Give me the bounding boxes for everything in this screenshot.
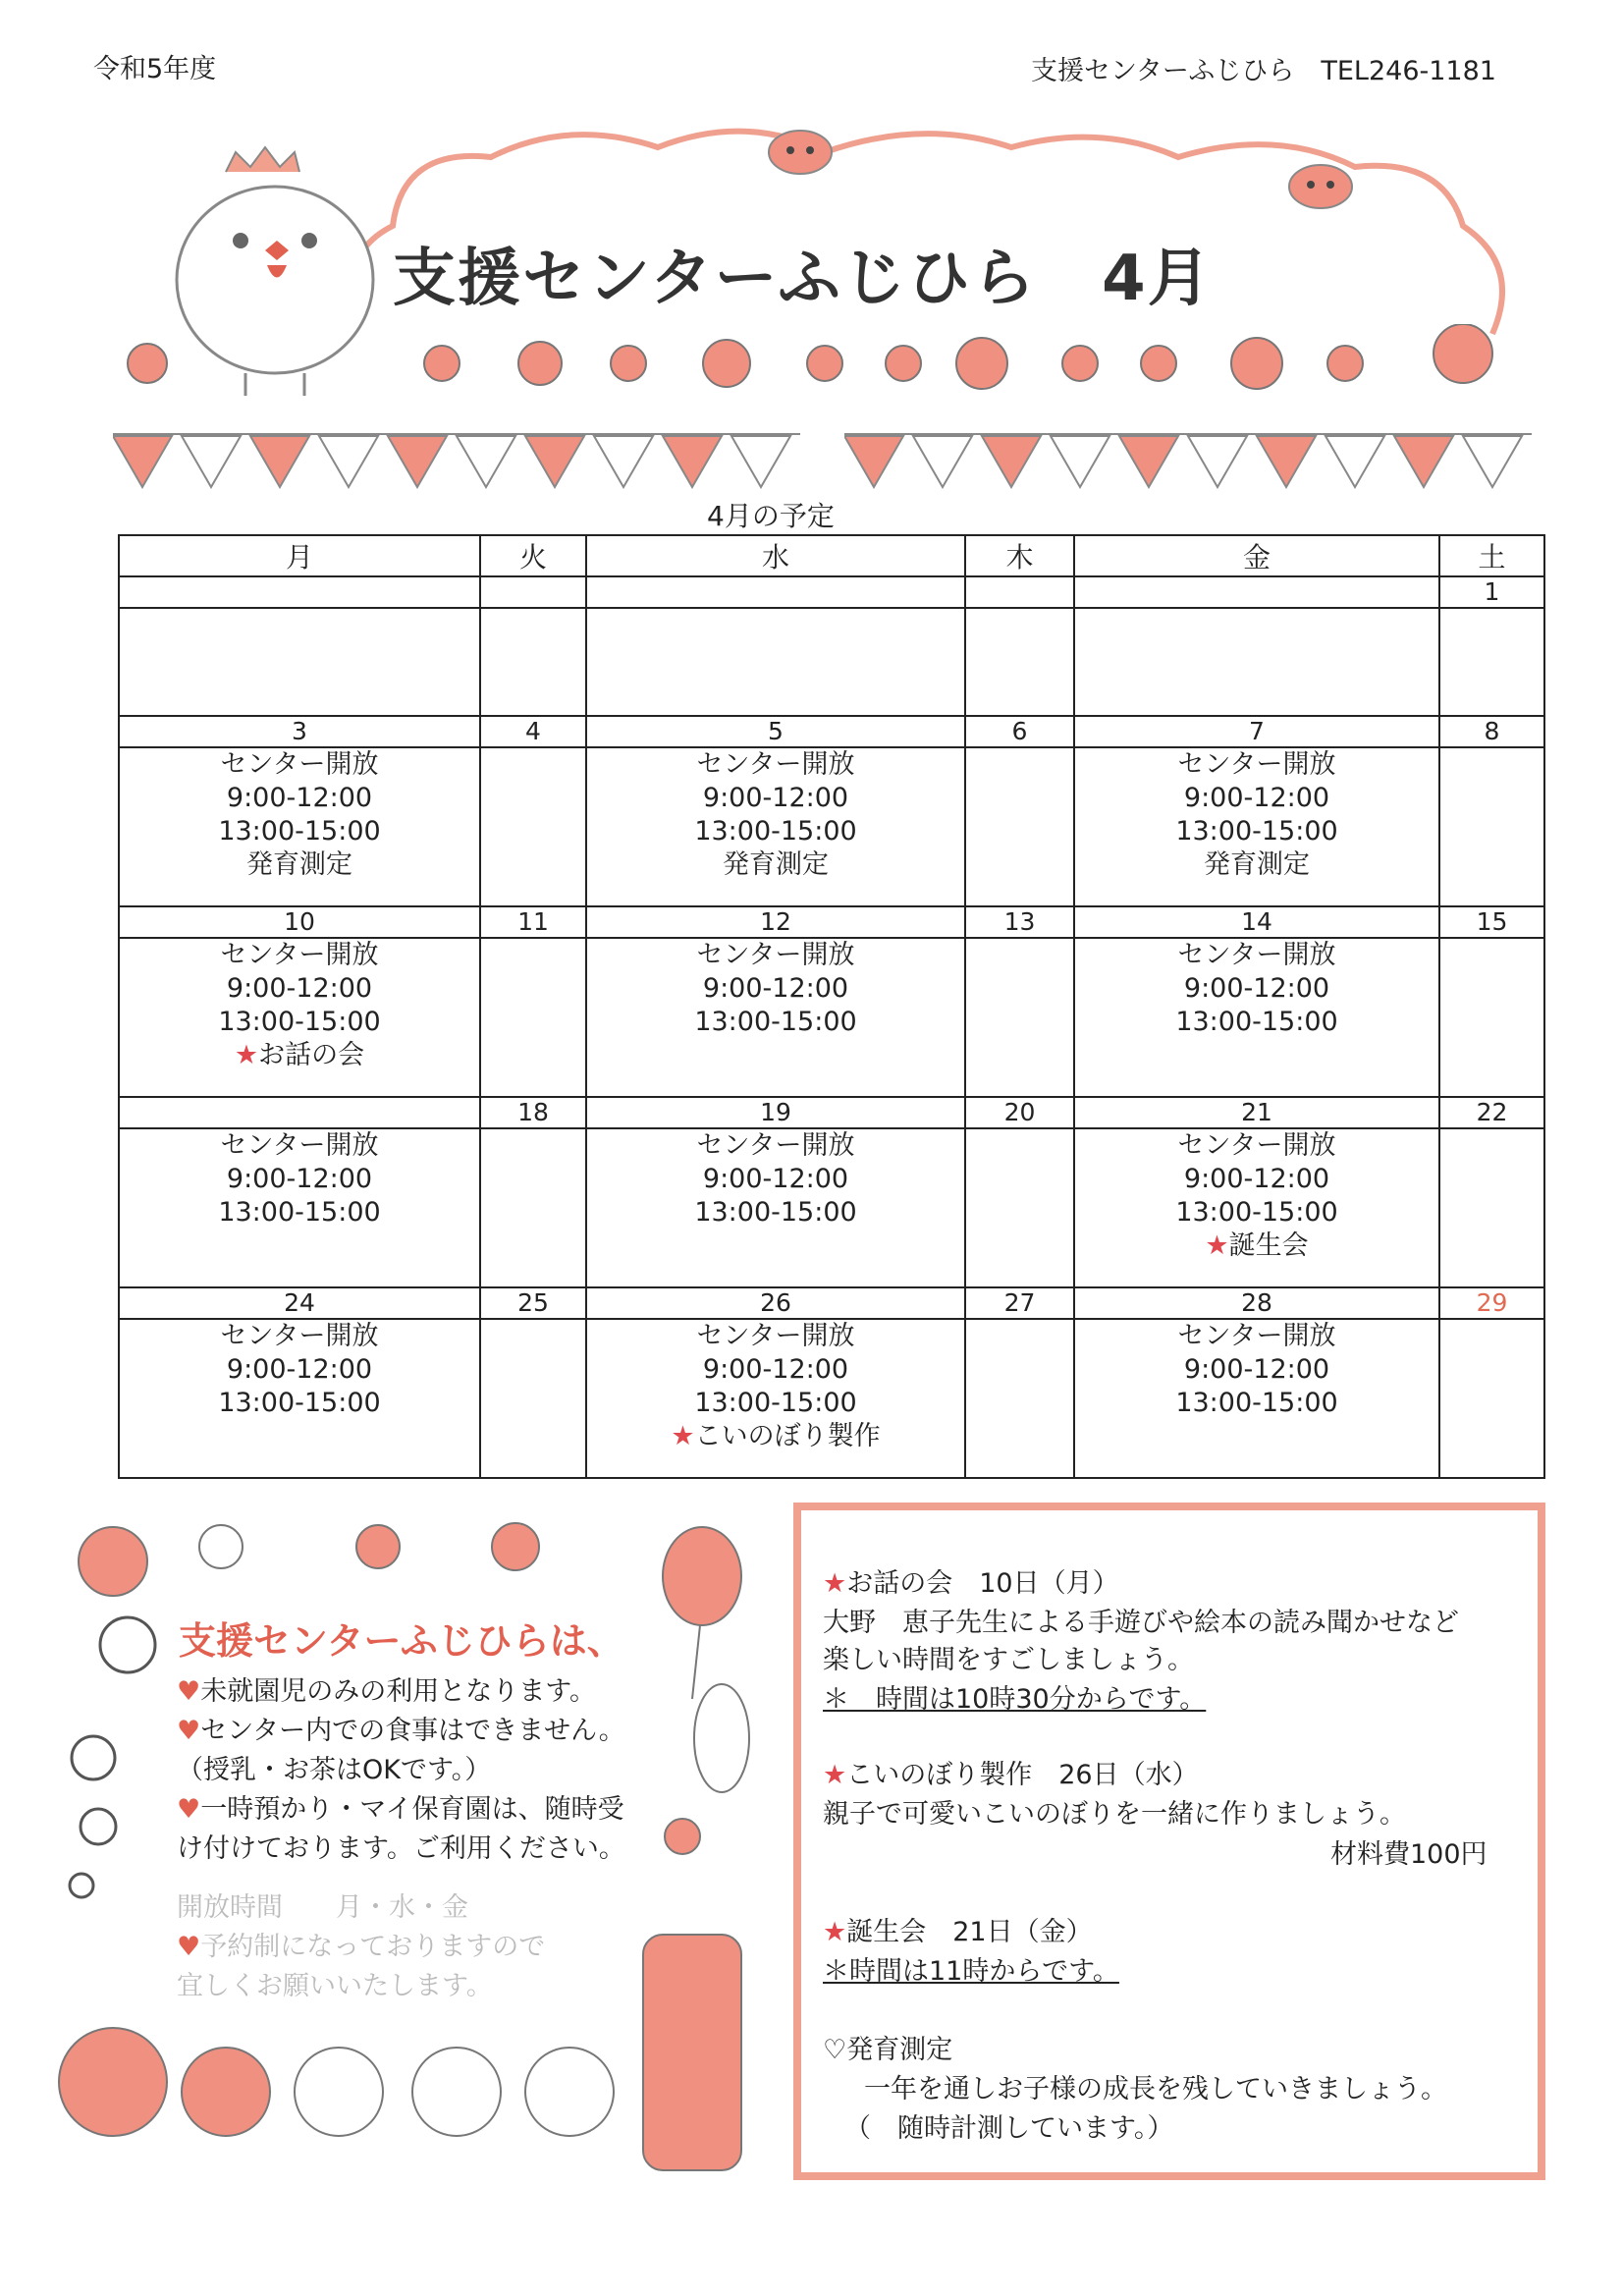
schedule-cell bbox=[1074, 1319, 1439, 1478]
weekday-wed: 水 bbox=[586, 535, 965, 576]
page-title: 支援センターふじひら 4月 bbox=[393, 243, 1213, 315]
schedule-cell bbox=[965, 1128, 1074, 1287]
schedule-entry: 9:00-12:00 bbox=[702, 1354, 849, 1385]
left-info-line: け付けております。ご利用ください。 bbox=[177, 1833, 625, 1864]
schedule-cell bbox=[586, 1128, 965, 1287]
schedule-cell bbox=[965, 747, 1074, 906]
date-number: 22 bbox=[1439, 1097, 1544, 1128]
date-number: 6 bbox=[965, 716, 1074, 747]
date-number bbox=[965, 576, 1074, 608]
date-number-row bbox=[119, 1287, 1544, 1319]
fiscal-year: 令和5年度 bbox=[93, 54, 217, 84]
schedule-entry: センター開放 bbox=[220, 1321, 379, 1351]
schedule-cell bbox=[1439, 1128, 1544, 1287]
schedule-entry: 13:00-15:00 bbox=[218, 816, 381, 847]
left-faded-line: 宜しくお願いいたします。 bbox=[177, 1971, 493, 2001]
schedule-entry: 13:00-15:00 bbox=[694, 816, 857, 847]
date-number bbox=[119, 576, 480, 608]
schedule-entry: ★誕生会 bbox=[1205, 1230, 1309, 1261]
schedule-cell bbox=[1439, 608, 1544, 716]
schedule-entry: 9:00-12:00 bbox=[1183, 783, 1330, 813]
schedule-cell bbox=[480, 1319, 586, 1478]
ohanashi-line: 楽しい時間をすごしましょう。 bbox=[823, 1645, 1194, 1675]
schedule-entry: センター開放 bbox=[696, 749, 855, 780]
bee-icon bbox=[1281, 157, 1370, 216]
schedule-cell bbox=[586, 938, 965, 1097]
date-number: 28 bbox=[1074, 1287, 1439, 1319]
date-number bbox=[480, 576, 586, 608]
ohanashi-line: 大野 恵子先生による手遊びや絵本の読み聞かせなど bbox=[823, 1608, 1459, 1638]
schedule-cell bbox=[1074, 938, 1439, 1097]
schedule-entry: 13:00-15:00 bbox=[694, 1007, 857, 1037]
growth-line: （ 随時計測しています。） bbox=[844, 2113, 1174, 2144]
schedule-entry: センター開放 bbox=[1177, 1130, 1336, 1161]
date-number bbox=[119, 1097, 480, 1128]
weekday-fri: 金 bbox=[1074, 535, 1439, 576]
schedule-entry: 9:00-12:00 bbox=[226, 783, 373, 813]
calendar-table bbox=[118, 534, 1545, 1479]
date-number: 11 bbox=[480, 906, 586, 938]
schedule-entry: ★こいのぼり製作 bbox=[671, 1421, 881, 1451]
schedule-entry: 13:00-15:00 bbox=[218, 1388, 381, 1418]
schedule-entry: センター開放 bbox=[696, 1130, 855, 1161]
schedule-entry: 13:00-15:00 bbox=[694, 1197, 857, 1228]
schedule-entry: 9:00-12:00 bbox=[226, 1164, 373, 1194]
koinobori-title: ★こいのぼり製作 26日（水） bbox=[823, 1760, 1199, 1790]
schedule-cell bbox=[965, 1319, 1074, 1478]
schedule-entry: センター開放 bbox=[1177, 940, 1336, 970]
left-faded-line: 開放時間 月・水・金 bbox=[177, 1892, 468, 1923]
schedule-entry: センター開放 bbox=[1177, 1321, 1336, 1351]
bunting-decoration bbox=[844, 432, 1532, 491]
schedule-cell bbox=[1074, 747, 1439, 906]
schedule-entry: 13:00-15:00 bbox=[1175, 816, 1338, 847]
schedule-cell bbox=[1439, 747, 1544, 906]
schedule-entry: 13:00-15:00 bbox=[218, 1007, 381, 1037]
koinobori-line: 親子で可愛いこいのぼりを一緒に作りましょう。 bbox=[823, 1799, 1406, 1830]
ohanashi-title: ★お話の会 10日（月） bbox=[823, 1568, 1119, 1599]
date-number-row bbox=[119, 906, 1544, 938]
weekday-mon: 月 bbox=[119, 535, 480, 576]
schedule-cell bbox=[119, 938, 480, 1097]
left-info-line: ♥未就園児のみの利用となります。 bbox=[177, 1676, 597, 1707]
schedule-cell bbox=[480, 1128, 586, 1287]
schedule-entry: 13:00-15:00 bbox=[1175, 1388, 1338, 1418]
date-number: 21 bbox=[1074, 1097, 1439, 1128]
schedule-cell bbox=[119, 747, 480, 906]
date-number: 3 bbox=[119, 716, 480, 747]
flower-row-illustration bbox=[118, 324, 1522, 422]
left-info-line: ♥一時預かり・マイ保育園は、随時受 bbox=[177, 1794, 624, 1825]
date-number: 25 bbox=[480, 1287, 586, 1319]
date-number bbox=[586, 576, 965, 608]
schedule-entry: センター開放 bbox=[696, 940, 855, 970]
schedule-entry: 9:00-12:00 bbox=[226, 973, 373, 1004]
left-info-heading: 支援センターふじひらは、 bbox=[179, 1619, 624, 1663]
schedule-entry: 9:00-12:00 bbox=[226, 1354, 373, 1385]
date-number: 4 bbox=[480, 716, 586, 747]
schedule-row bbox=[119, 938, 1544, 1097]
weekday-thu: 木 bbox=[965, 535, 1074, 576]
schedule-entry: 9:00-12:00 bbox=[702, 783, 849, 813]
weekday-tue: 火 bbox=[480, 535, 586, 576]
schedule-cell bbox=[480, 608, 586, 716]
date-number: 24 bbox=[119, 1287, 480, 1319]
schedule-entry: センター開放 bbox=[220, 1130, 379, 1161]
date-number: 18 bbox=[480, 1097, 586, 1128]
schedule-entry: 13:00-15:00 bbox=[694, 1388, 857, 1418]
schedule-cell bbox=[119, 1319, 480, 1478]
weekday-sat: 土 bbox=[1439, 535, 1544, 576]
schedule-title: 4月の予定 bbox=[707, 500, 835, 532]
center-contact: 支援センターふじひら TEL246-1181 bbox=[1031, 56, 1496, 86]
left-info-line: ♥センター内での食事はできません。 bbox=[177, 1716, 625, 1746]
schedule-cell bbox=[119, 1128, 480, 1287]
schedule-entry: センター開放 bbox=[220, 749, 379, 780]
date-number-row bbox=[119, 1097, 1544, 1128]
schedule-entry: 13:00-15:00 bbox=[1175, 1197, 1338, 1228]
date-number bbox=[1074, 576, 1439, 608]
schedule-row bbox=[119, 1128, 1544, 1287]
date-number: 1 bbox=[1439, 576, 1544, 608]
schedule-cell bbox=[1439, 938, 1544, 1097]
date-number: 5 bbox=[586, 716, 965, 747]
schedule-cell bbox=[586, 608, 965, 716]
birthday-title: ★誕生会 21日（金） bbox=[823, 1917, 1093, 1947]
schedule-entry: 発育測定 bbox=[1204, 849, 1310, 880]
schedule-entry: 9:00-12:00 bbox=[1183, 973, 1330, 1004]
schedule-cell bbox=[119, 608, 480, 716]
schedule-entry: ★お話の会 bbox=[234, 1040, 365, 1070]
schedule-cell bbox=[586, 1319, 965, 1478]
schedule-entry: 9:00-12:00 bbox=[702, 973, 849, 1004]
schedule-entry: センター開放 bbox=[1177, 749, 1336, 780]
bee-icon bbox=[761, 123, 849, 182]
date-number-row bbox=[119, 576, 1544, 608]
schedule-entry: 発育測定 bbox=[723, 849, 829, 880]
date-number: 8 bbox=[1439, 716, 1544, 747]
koinobori-fee: 材料費100円 bbox=[1330, 1839, 1488, 1870]
date-number: 13 bbox=[965, 906, 1074, 938]
date-number: 15 bbox=[1439, 906, 1544, 938]
schedule-cell bbox=[1074, 608, 1439, 716]
schedule-row bbox=[119, 608, 1544, 716]
date-number: 14 bbox=[1074, 906, 1439, 938]
schedule-entry: センター開放 bbox=[696, 1321, 855, 1351]
schedule-cell bbox=[480, 938, 586, 1097]
schedule-entry: 9:00-12:00 bbox=[1183, 1354, 1330, 1385]
date-number: 7 bbox=[1074, 716, 1439, 747]
date-number: 29 bbox=[1439, 1287, 1544, 1319]
date-number: 27 bbox=[965, 1287, 1074, 1319]
schedule-cell bbox=[965, 608, 1074, 716]
left-info-line: （授乳・お茶はOKです。） bbox=[177, 1755, 492, 1785]
date-number: 26 bbox=[586, 1287, 965, 1319]
date-number: 12 bbox=[586, 906, 965, 938]
schedule-cell bbox=[1074, 1128, 1439, 1287]
schedule-row bbox=[119, 1319, 1544, 1478]
schedule-cell bbox=[586, 747, 965, 906]
date-number: 20 bbox=[965, 1097, 1074, 1128]
date-number-row bbox=[119, 716, 1544, 747]
schedule-entry: 13:00-15:00 bbox=[1175, 1007, 1338, 1037]
ohanashi-note: ＊ 時間は10時30分からです。 bbox=[823, 1684, 1207, 1715]
growth-title: ♡発育測定 bbox=[823, 2035, 953, 2065]
schedule-cell bbox=[480, 747, 586, 906]
date-number: 19 bbox=[586, 1097, 965, 1128]
schedule-entry: 13:00-15:00 bbox=[218, 1197, 381, 1228]
schedule-row bbox=[119, 747, 1544, 906]
schedule-cell bbox=[1439, 1319, 1544, 1478]
schedule-entry: 発育測定 bbox=[246, 849, 352, 880]
schedule-entry: 9:00-12:00 bbox=[1183, 1164, 1330, 1194]
birthday-note: ＊時間は11時からです。 bbox=[823, 1956, 1119, 1987]
left-faded-line: ♥予約制になっておりますので bbox=[177, 1932, 546, 1962]
growth-line: 一年を通しお子様の成長を残していきましょう。 bbox=[864, 2074, 1447, 2105]
schedule-cell bbox=[965, 938, 1074, 1097]
weekday-header-row bbox=[119, 535, 1544, 576]
schedule-entry: 9:00-12:00 bbox=[702, 1164, 849, 1194]
bunting-decoration bbox=[113, 432, 800, 491]
date-number: 10 bbox=[119, 906, 480, 938]
schedule-entry: センター開放 bbox=[220, 940, 379, 970]
